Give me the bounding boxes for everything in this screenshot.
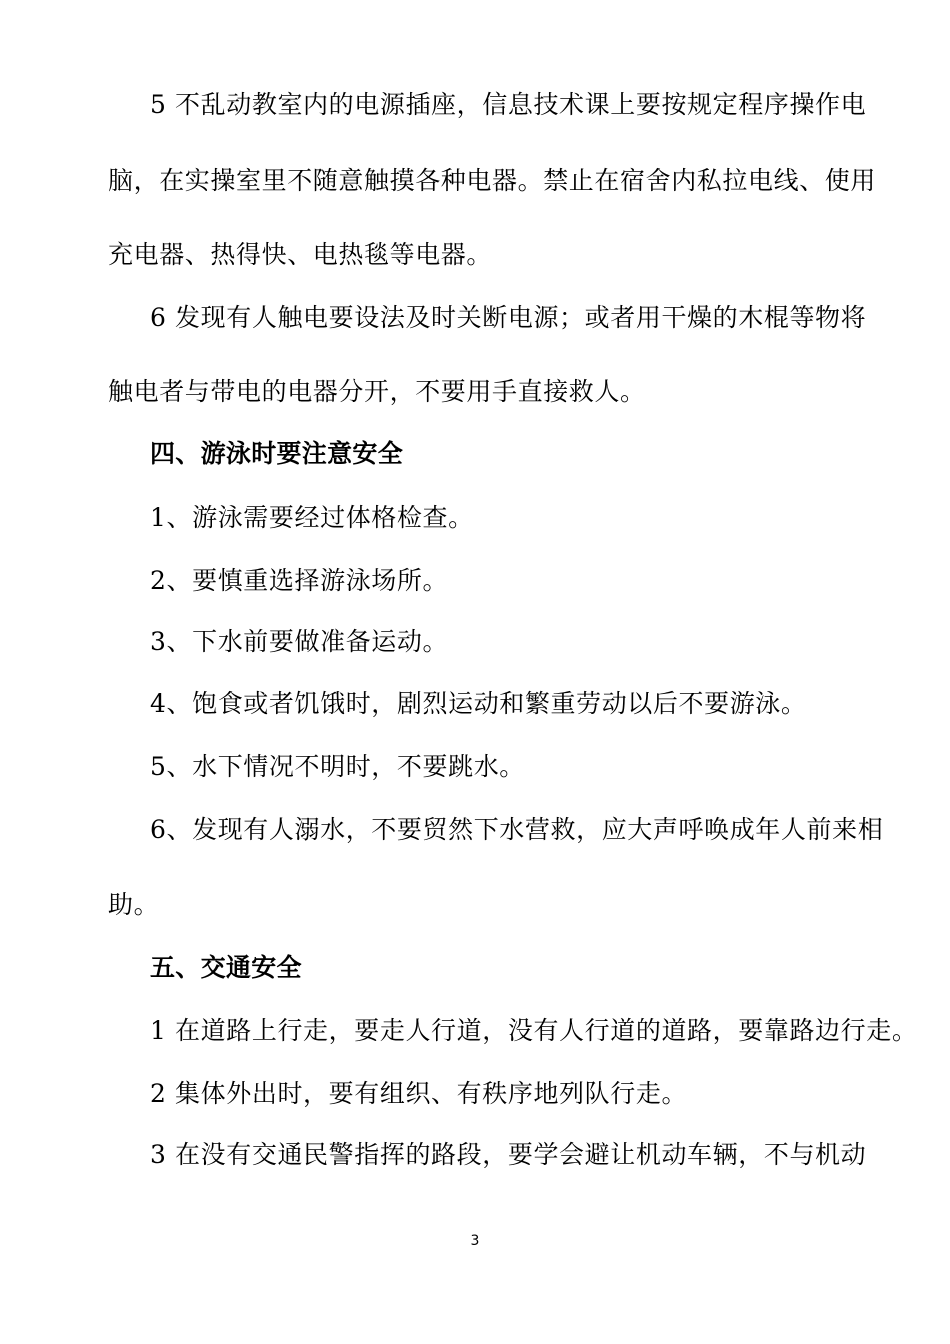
list-item: 2 集体外出时，要有组织、有秩序地列队行走。: [150, 1079, 688, 1108]
list-item: 4、饱食或者饥饿时，剧烈运动和繁重劳动以后不要游泳。: [150, 689, 807, 718]
page-number: 3: [470, 1233, 480, 1249]
list-item: 3 在没有交通民警指挥的路段，要学会避让机动车辆，不与机动: [150, 1140, 867, 1169]
list-item: 6、发现有人溺水，不要贸然下水营救，应大声呼唤成年人前来相: [150, 815, 884, 844]
paragraph-line: 5 不乱动教室内的电源插座，信息技术课上要按规定程序操作电: [150, 90, 867, 119]
paragraph-line: 6 发现有人触电要设法及时关断电源；或者用干燥的木棍等物将: [150, 303, 867, 332]
section-heading: 四、游泳时要注意安全: [150, 439, 404, 468]
list-item: 5、水下情况不明时，不要跳水。: [150, 752, 525, 781]
list-item: 1、游泳需要经过体格检查。: [150, 503, 474, 532]
list-item: 2、要慎重选择游泳场所。: [150, 566, 449, 595]
list-item: 1 在道路上行走，要走人行道，没有人行道的道路，要靠路边行走。: [150, 1016, 918, 1045]
paragraph-line: 充电器、热得快、电热毯等电器。: [108, 240, 493, 269]
paragraph-line: 触电者与带电的电器分开，不要用手直接救人。: [108, 377, 646, 406]
section-heading: 五、交通安全: [150, 953, 302, 982]
list-item: 3、下水前要做准备运动。: [150, 627, 449, 656]
paragraph-line: 脑，在实操室里不随意触摸各种电器。禁止在宿舍内私拉电线、使用: [108, 166, 877, 195]
paragraph-line: 助。: [108, 890, 160, 919]
